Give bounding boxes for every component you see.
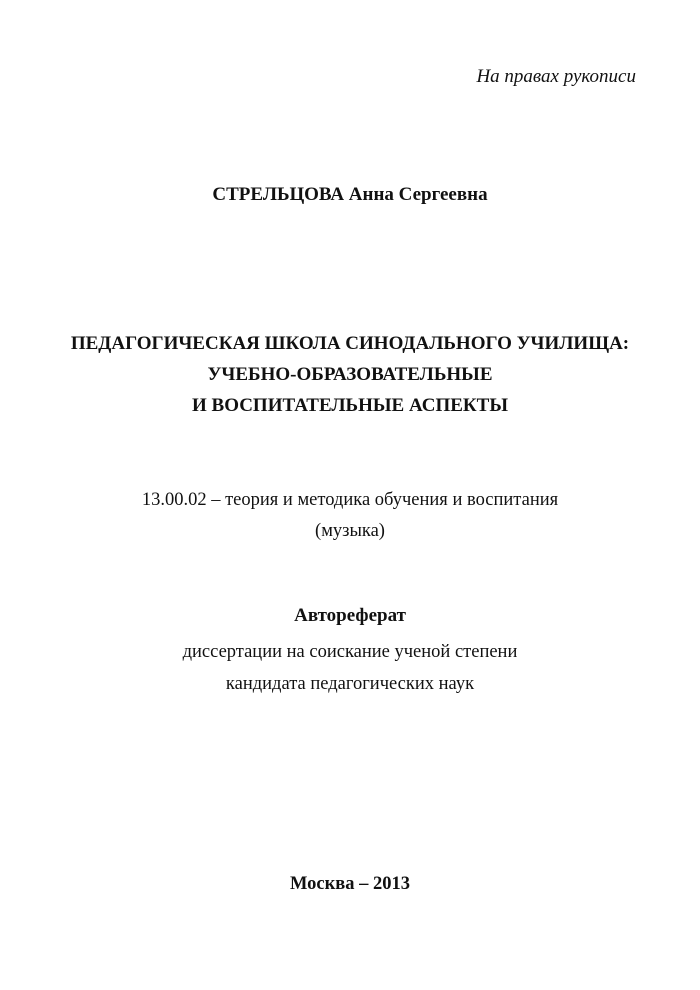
dissertation-title xyxy=(0,328,700,421)
author-name: СТРЕЛЬЦОВА Анна Сергеевна xyxy=(212,184,488,205)
specialty-field-line: (музыка) xyxy=(315,521,385,541)
abstract-line: диссертации на соискание ученой степени xyxy=(182,642,518,662)
abstract-heading: Автореферат xyxy=(294,605,406,626)
specialty-block xyxy=(0,485,700,547)
abstract-description xyxy=(0,636,700,700)
title-line: ПЕДАГОГИЧЕСКАЯ ШКОЛА СИНОДАЛЬНОГО УЧИЛИЩА: xyxy=(70,333,630,354)
city-year: Москва – 2013 xyxy=(289,874,411,894)
abstract-line: кандидата педагогических наук xyxy=(225,674,475,694)
title-line: УЧЕБНО-ОБРАЗОВАТЕЛЬНЫЕ xyxy=(207,364,493,385)
specialty-code-line: 13.00.02 – теория и методика обучения и воспитания xyxy=(141,490,559,510)
rights-note: На правах рукописи xyxy=(476,66,636,87)
title-line: И ВОСПИТАТЕЛЬНЫЕ АСПЕКТЫ xyxy=(192,395,508,416)
